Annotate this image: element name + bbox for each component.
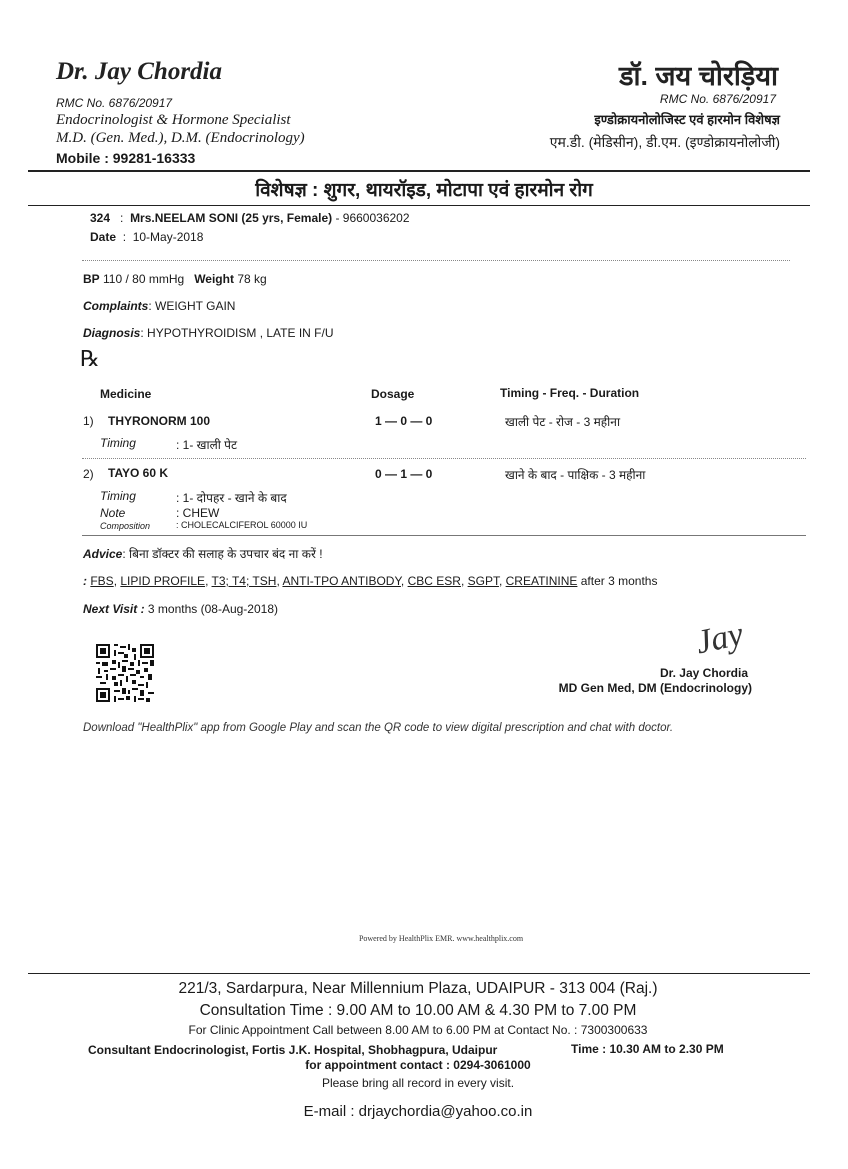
qr-code	[96, 644, 154, 702]
test-item: T3; T4; TSH	[211, 574, 277, 588]
med-divider	[82, 458, 806, 459]
test-item: CREATININE	[505, 574, 578, 588]
test-item: ANTI-TPO ANTIBODY	[282, 574, 401, 588]
banner-divider	[28, 205, 810, 206]
med-2-dosage: 0 — 1 — 0	[375, 467, 433, 481]
med-2-timing-freq: खाने के बाद - पाक्षिक - 3 महीना	[505, 468, 646, 482]
advice: Advice: बिना डॉक्टर की सलाह के उपचार बंद ना करें !	[83, 547, 323, 561]
signature-name: Dr. Jay Chordia	[659, 666, 748, 680]
weight-value: 78 kg	[237, 272, 267, 286]
footer-records: Please bring all record in every visit.	[321, 1076, 515, 1090]
footer-divider	[28, 973, 810, 974]
med-1-timing-label: Timing	[100, 436, 136, 450]
header-divider	[28, 170, 810, 172]
med-1-number: 1)	[83, 414, 94, 428]
header-timing: Timing - Freq. - Duration	[500, 386, 640, 400]
test-item: SGPT	[467, 574, 499, 588]
visit-date: 10-May-2018	[132, 230, 204, 244]
specialty: Endocrinologist & Hormone Specialist	[56, 112, 291, 128]
date-line: Date : 10-May-2018	[90, 230, 204, 244]
med-2-timing-value: : 1- दोपहर - खाने के बाद	[176, 491, 287, 505]
bp-value: 110 / 80 mmHg	[103, 272, 185, 286]
tests-line: : FBS, LIPID PROFILE, T3; T4; TSH, ANTI-TPO ANTIBODY, CBC ESR, SGPT, CREATININE after 3 months	[83, 574, 658, 588]
rmc-number: RMC No. 6876/20917	[56, 96, 173, 110]
med-2-note-value: : CHEW	[176, 506, 220, 520]
test-item: FBS	[90, 574, 114, 588]
table-end-divider	[82, 535, 806, 536]
med-1-timing-freq: खाली पेट - रोज - 3 महीना	[505, 415, 621, 429]
patient-line: 324 : Mrs.NEELAM SONI (25 yrs, Female) - 9660036202	[90, 211, 410, 225]
degrees: M.D. (Gen. Med.), D.M. (Endocrinology)	[56, 130, 305, 146]
diagnosis: Diagnosis: HYPOTHYROIDISM , LATE IN F/U	[83, 326, 334, 340]
header-medicine: Medicine	[100, 387, 152, 401]
specialty-banner: विशेषज्ञ : शुगर, थायरॉइड, मोटापा एवं हारमोन रोग	[255, 180, 593, 201]
powered-by: Powered by HealthPlix EMR. www.healthplix.com	[358, 934, 524, 943]
specialty-hindi: इण्डोक्रायनोलोजिस्ट एवं हारमोन विशेषज्ञ	[594, 112, 780, 127]
header-dosage: Dosage	[371, 387, 415, 401]
med-1-timing-value: : 1- खाली पेट	[176, 438, 238, 452]
footer-fortis-appointment: for appointment contact : 0294-3061000	[305, 1058, 531, 1072]
doctor-name-hindi: डॉ. जय चोरड़िया	[619, 61, 778, 91]
med-1-dosage: 1 — 0 — 0	[375, 414, 433, 428]
patient-name: Mrs.NEELAM SONI (25 yrs, Female)	[130, 211, 333, 225]
patient-divider	[82, 260, 790, 261]
test-item: LIPID PROFILE	[120, 574, 206, 588]
patient-id: 324	[90, 211, 111, 225]
next-visit: Next Visit : 3 months (08-Aug-2018)	[83, 602, 278, 616]
test-item: CBC ESR	[407, 574, 461, 588]
download-note: Download "HealthPlix" app from Google Play and scan the QR code to view digital prescription and chat with doctor.	[83, 722, 674, 734]
footer-fortis: Consultant Endocrinologist, Fortis J.K. Hospital, Shobhagpura, Udaipur	[88, 1043, 498, 1057]
med-2-composition-label: Composition	[100, 521, 151, 531]
signature-scribble: Jay	[692, 615, 747, 662]
footer-address: 221/3, Sardarpura, Near Millennium Plaza, UDAIPUR - 313 004 (Raj.)	[178, 980, 658, 997]
med-2-name: TAYO 60 K	[108, 466, 169, 480]
med-2-composition-value: : CHOLECALCIFEROL 60000 IU	[176, 520, 308, 530]
doctor-name: Dr. Jay Chordia	[56, 58, 223, 85]
med-2-timing-label: Timing	[100, 489, 136, 503]
footer-fortis-time: Time : 10.30 AM to 2.30 PM	[571, 1042, 724, 1056]
degrees-hindi: एम.डी. (मेडिसीन), डी.एम. (इण्डोक्रायनोलोजी)	[549, 134, 780, 150]
rmc-number-hindi: RMC No. 6876/20917	[659, 92, 776, 106]
signature-qualification: MD Gen Med, DM (Endocrinology)	[558, 681, 752, 695]
med-2-note-label: Note	[100, 506, 126, 520]
vitals: BP 110 / 80 mmHg Weight 78 kg	[83, 272, 267, 286]
patient-phone: - 9660036202	[332, 211, 410, 225]
rx-symbol: ℞	[80, 346, 100, 371]
med-1-name: THYRONORM 100	[108, 414, 211, 428]
med-2-number: 2)	[83, 467, 94, 481]
footer-consultation-time: Consultation Time : 9.00 AM to 10.00 AM & 4.30 PM to 7.00 PM	[199, 1002, 637, 1019]
mobile: Mobile : 99281-16333	[56, 150, 196, 166]
complaints: Complaints: WEIGHT GAIN	[83, 299, 236, 313]
footer-email: E-mail : drjaychordia@yahoo.co.in	[303, 1103, 533, 1120]
footer-appointment: For Clinic Appointment Call between 8.00 AM to 6.00 PM at Contact No. : 7300300633	[188, 1023, 648, 1037]
